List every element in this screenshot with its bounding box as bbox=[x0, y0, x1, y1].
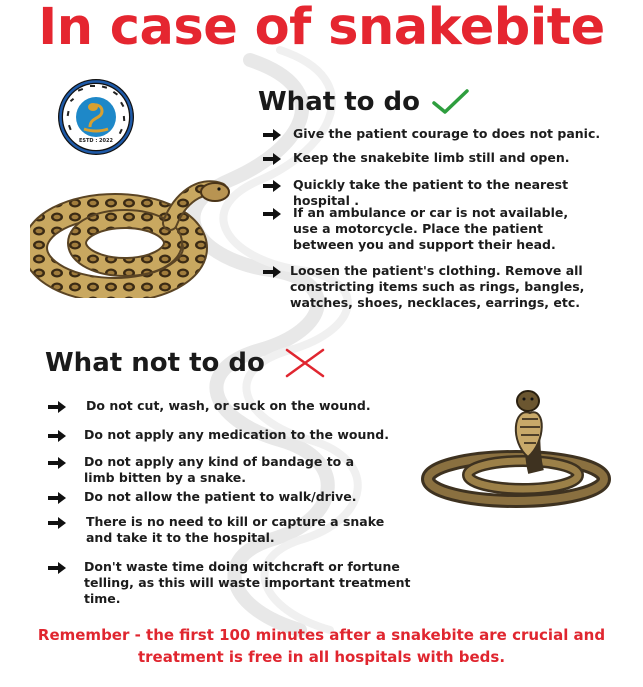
what-not-to-do-title: What not to do bbox=[45, 348, 265, 378]
list-item-text: If an ambulance or car is not available, use a motorcycle. Place the patient between you and support their head. bbox=[293, 205, 569, 252]
list-item-text: Do not apply any kind of bandage to a limb bitten by a snake. bbox=[84, 454, 355, 485]
arrow-right-icon bbox=[47, 400, 67, 414]
list-item-text: Keep the snakebite limb still and open. bbox=[293, 150, 570, 165]
list-item-text: Quickly take the patient to the nearest hospital . bbox=[293, 177, 569, 208]
cross-icon bbox=[283, 347, 327, 379]
what-to-do-title: What to do bbox=[258, 87, 421, 117]
arrow-right-icon bbox=[47, 561, 67, 575]
arrow-right-icon bbox=[47, 491, 67, 505]
arrow-right-icon bbox=[47, 456, 67, 470]
list-item-text: Don't waste time doing witchcraft or fortune telling, as this will waste important treatment time. bbox=[84, 559, 411, 606]
arrow-right-icon bbox=[262, 207, 282, 221]
list-item bbox=[262, 205, 612, 253]
viper-snake-image bbox=[30, 168, 230, 298]
list-item-text: There is no need to kill or capture a snake and take it to the hospital. bbox=[86, 514, 385, 545]
list-item bbox=[47, 559, 427, 607]
list-item-text: Give the patient courage to does not panic. bbox=[293, 126, 601, 141]
list-item-text: Do not apply any medication to the wound. bbox=[84, 427, 390, 442]
cobra-snake-image bbox=[418, 387, 613, 512]
what-not-to-do-heading bbox=[45, 347, 327, 379]
what-to-do-heading bbox=[258, 87, 470, 117]
list-item bbox=[47, 427, 427, 443]
list-item bbox=[262, 126, 612, 142]
arrow-right-icon bbox=[262, 179, 282, 193]
list-item-text: Do not allow the patient to walk/drive. bbox=[84, 489, 357, 504]
logo-text: ESTD : 2022 bbox=[79, 138, 113, 144]
list-item bbox=[262, 150, 612, 166]
check-icon bbox=[430, 88, 470, 116]
list-item-text: Loosen the patient's clothing. Remove all constricting items such as rings, bangles, watches, shoes, necklaces, earrings, etc. bbox=[290, 263, 585, 310]
page-title: In case of snakebite bbox=[38, 0, 605, 57]
footer-reminder: Remember - the first 100 minutes after a snakebite are crucial and treatment is free in all hospitals with beds. bbox=[37, 626, 606, 666]
arrow-right-icon bbox=[262, 128, 282, 142]
list-item-text: Do not cut, wash, or suck on the wound. bbox=[86, 398, 371, 413]
arrow-right-icon bbox=[262, 265, 282, 279]
organization-logo bbox=[56, 77, 136, 157]
list-item bbox=[47, 454, 427, 486]
arrow-right-icon bbox=[262, 152, 282, 166]
arrow-right-icon bbox=[47, 429, 67, 443]
arrow-right-icon bbox=[47, 516, 67, 530]
list-item bbox=[47, 489, 427, 505]
list-item bbox=[47, 514, 427, 546]
list-item bbox=[262, 263, 612, 311]
list-item bbox=[47, 398, 427, 414]
